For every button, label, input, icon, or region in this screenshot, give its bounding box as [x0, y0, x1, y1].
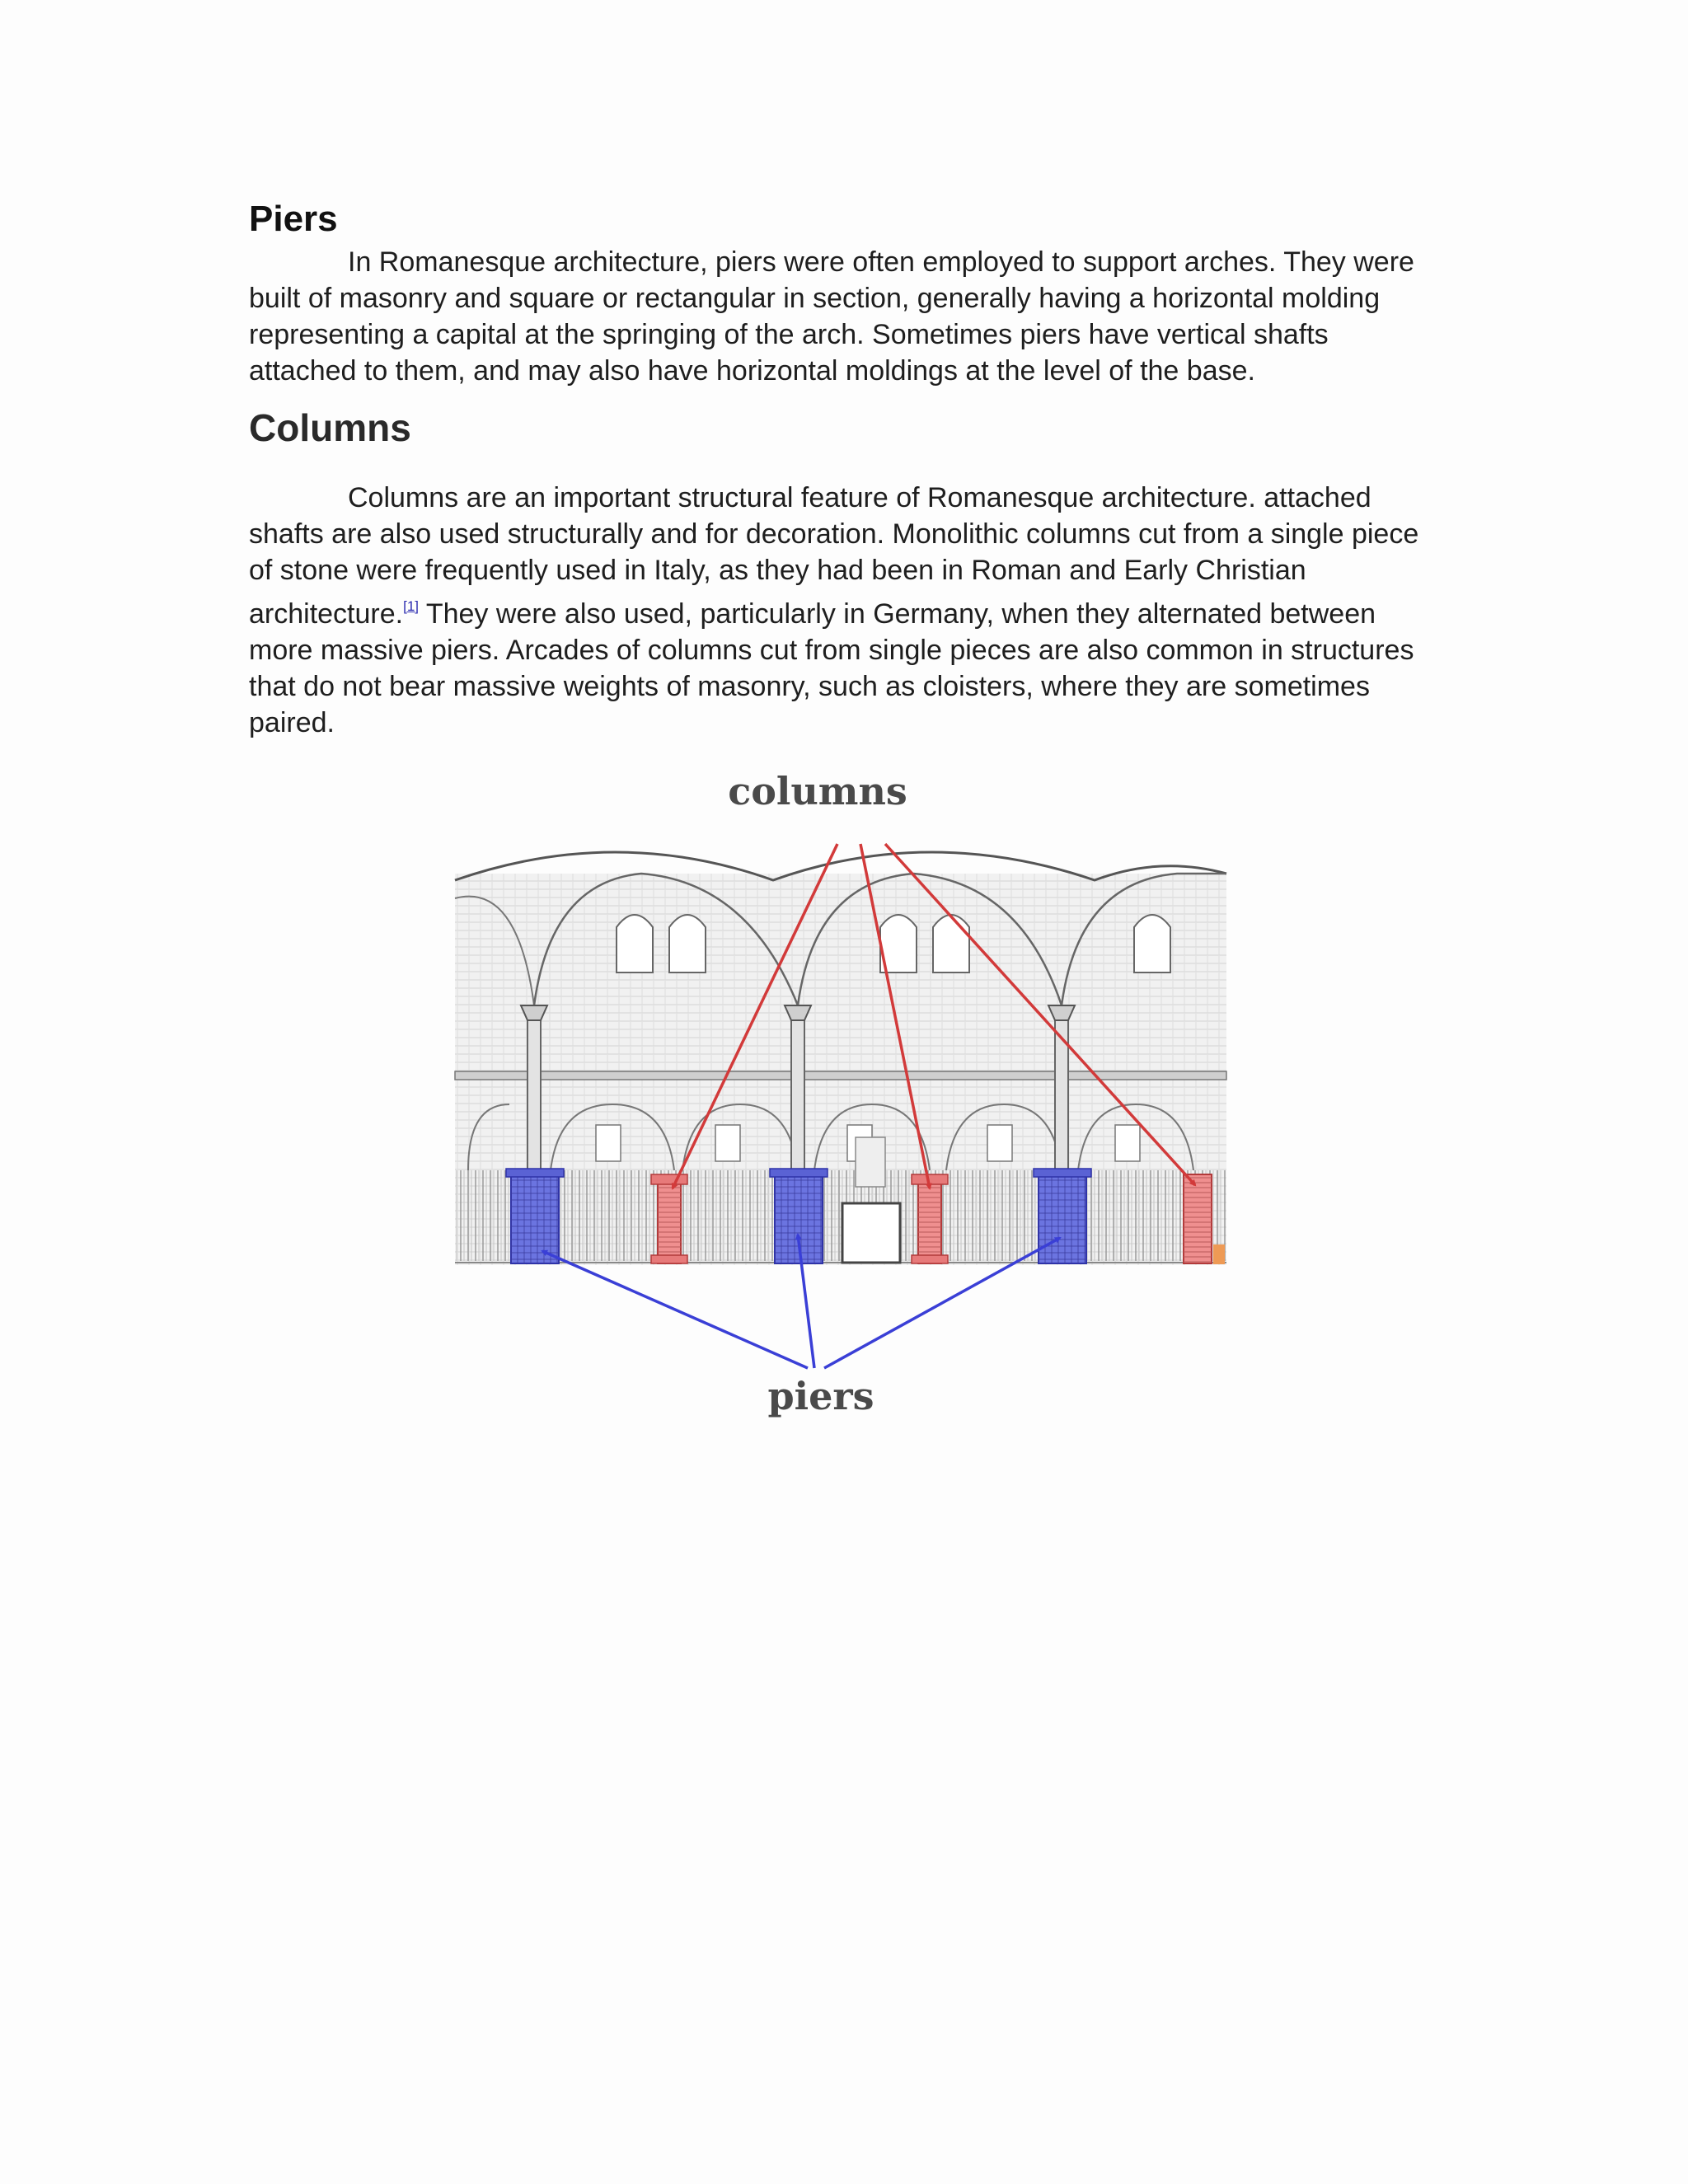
- arcade-diagram: [452, 758, 1243, 1434]
- arcade-wall: [455, 852, 1226, 1265]
- arcade-diagram-figure: [452, 758, 1243, 1434]
- paragraph-piers-text: In Romanesque architecture, piers were often employed to support arches. They were built of masonry and square or rectangular in section, generally having a horizontal molding representing a capital at the springing of the arch. Sometimes piers have vertical shafts attached to them, and may also have horizontal moldings at the level of the base.: [249, 246, 1414, 387]
- paragraph-piers: [249, 244, 1436, 389]
- partial-column-edge: [1213, 1244, 1225, 1264]
- section-heading-piers: Piers: [249, 199, 338, 239]
- paragraph-columns-text-1: Columns are an important structural feature of Romanesque architecture. attached shafts are also used structurally and for decoration. Monolithic columns cut from a single piece of stone were frequently used in Italy, as they had been in Roman and Early Christian architecture.: [249, 482, 1419, 630]
- paragraph-columns-text-2: They were also used, particularly in Germany, when they alternated between more massive piers. Arcades of columns cut from single pieces are also common in structures that do not bear massive weights of masonry, such as cloisters, where they are sometimes paired.: [249, 598, 1414, 738]
- piers-label: piers: [767, 1374, 874, 1418]
- section-heading-columns: Columns: [249, 406, 411, 449]
- footnote-reference-link[interactable]: [1]: [403, 598, 419, 614]
- paragraph-columns: [249, 480, 1436, 741]
- columns-label: columns: [728, 769, 907, 813]
